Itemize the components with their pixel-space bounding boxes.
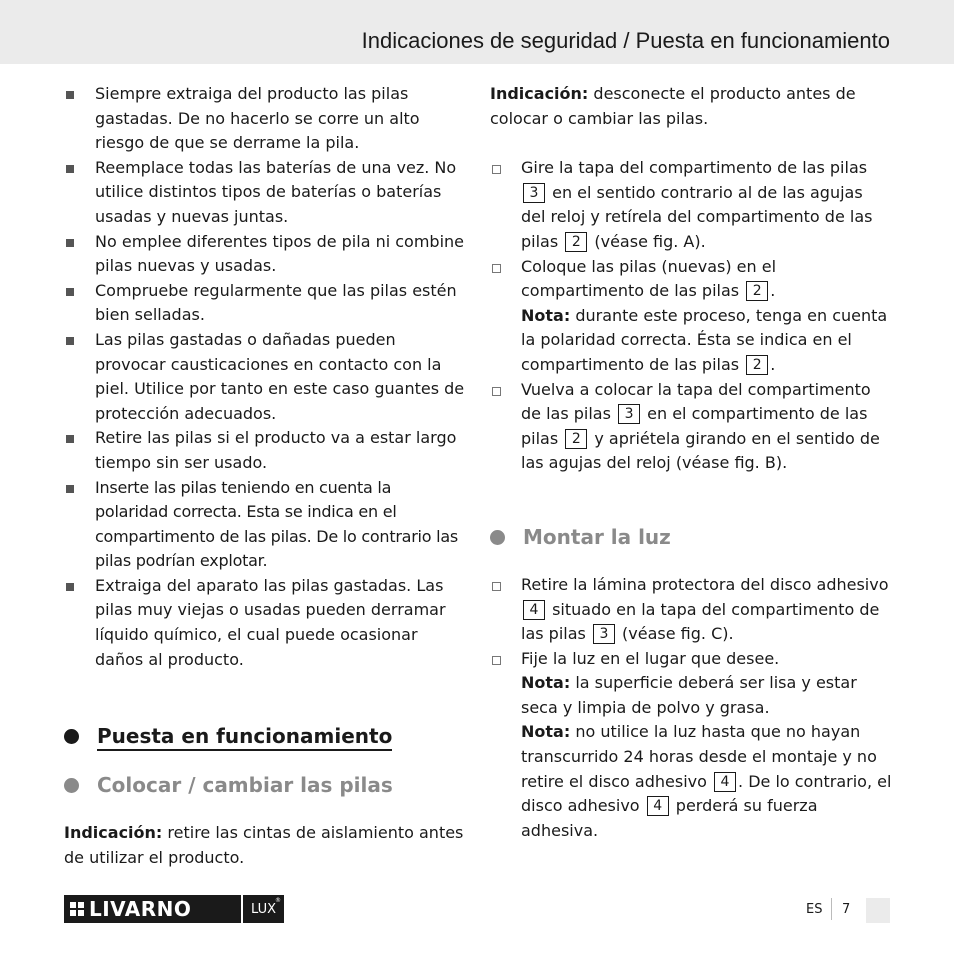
part-ref-badge: 3 [618, 404, 640, 424]
footer-divider [831, 898, 832, 920]
list-item: Las pilas gastadas o dañadas pueden provocar causticaciones en contacto con la piel. Utilice por tanto en este caso guantes de protección adecuados. [95, 329, 465, 423]
part-ref-badge: 4 [647, 796, 669, 816]
logo-wordmark: LIVARNO [64, 895, 241, 923]
heading-dot-icon [490, 530, 505, 545]
part-ref-badge: 2 [746, 281, 768, 301]
step-note: Nota: no utilice la luz hasta que no hayan transcurrido 24 horas desde el montaje y no retire el disco adhesivo 4 . De lo contrario, el disco adhesivo 4 perderá su fuerza adhesiva. [521, 722, 892, 840]
brand-logo [64, 895, 284, 923]
list-item: Extraiga del aparato las pilas gastadas. Las pilas muy viejas o usadas pueden derramar líquido químico, el cual puede ocasionar daños al producto. [95, 575, 446, 669]
page-tab-marker [866, 898, 890, 923]
step-item: Gire la tapa del compartimento de las pilas 3 en el sentido contrario al de las agujas del reloj y retírela del compartimento de las pilas 2 (véase fig. A). [521, 158, 873, 251]
list-item: Siempre extraiga del producto las pilas gastadas. De no hacerlo se corre un alto riesgo de que se derrame la pila. [95, 84, 420, 153]
subsection-heading: Montar la luz [490, 523, 892, 551]
page-header [0, 0, 954, 64]
part-ref-badge: 3 [523, 183, 545, 203]
step-item: Retire la lámina protectora del disco adhesivo 4 situado en la tapa del compartimento de las pilas 3 (véase fig. C). [521, 574, 889, 644]
part-ref-badge: 2 [565, 429, 587, 449]
subsection-heading: Colocar / cambiar las pilas [64, 771, 466, 799]
part-ref-badge: 4 [523, 600, 545, 620]
part-ref-badge: 4 [714, 772, 736, 792]
step-item: Coloque las pilas (nuevas) en el compartimento de las pilas 2 . Nota: durante este proceso, tenga en cuenta la polaridad correcta. Ésta se indica en el compartimento de las pilas 2 . [490, 255, 892, 378]
step-item: Vuelva a colocar la tapa del compartimento de las pilas 3 en el compartimento de las pilas 2 y apriétela girando en el sentido de las agujas del reloj (véase fig. B). [521, 379, 880, 473]
step-item: Fije la luz en el lugar que desee. Nota: la superficie deberá ser lisa y estar seca y limpia de polvo y grasa. Nota: no utilice la luz hasta que no hayan transcurrido 24 horas desde el montaje y no retire el disco adhesivo 4 . De lo contrario, el disco adhesivo 4 perderá su fuerza adhesiva. [490, 647, 892, 844]
part-ref-badge: 2 [746, 355, 768, 375]
part-ref-badge: 2 [565, 232, 587, 252]
list-item: Retire las pilas si el producto va a estar largo tiempo sin ser usado. [95, 428, 457, 472]
heading-dot-icon [64, 729, 79, 744]
logo-lux: LUX ® [243, 895, 284, 923]
left-column [64, 82, 466, 870]
language-code: ES [806, 902, 823, 917]
list-item: Reemplace todas las baterías de una vez. No utilice distintos tipos de baterías o baterías usadas y nuevas juntas. [95, 157, 457, 226]
section-heading: Puesta en funcionamiento [64, 722, 466, 750]
note-paragraph: Indicación: desconecte el producto antes de colocar o cambiar las pilas. [490, 84, 856, 128]
list-item: Compruebe regularmente que las pilas estén bien selladas. [95, 280, 457, 325]
step-note: Nota: durante este proceso, tenga en cuenta la polaridad correcta. Ésta se indica en el compartimento de las pilas 2 . [521, 305, 888, 374]
right-column [490, 82, 892, 843]
page-number: 7 [842, 902, 851, 917]
page-title: Indicaciones de seguridad / Puesta en funcionamiento [361, 28, 890, 53]
logo-squares-icon [70, 902, 84, 916]
step-note: Nota: la superficie deberá ser lisa y estar seca y limpia de polvo y grasa. [521, 673, 857, 717]
list-item: No emplee diferentes tipos de pila ni combine pilas nuevas y usadas. [95, 231, 465, 276]
part-ref-badge: 3 [593, 624, 615, 644]
note-paragraph: Indicación: retire las cintas de aislamiento antes de utilizar el producto. [64, 823, 464, 867]
list-item: Inserte las pilas teniendo en cuenta la polaridad correcta. Esta se indica en el compartimento de las pilas. De lo contrario las pilas podrían explotar. [95, 477, 458, 571]
heading-dot-icon [64, 778, 79, 793]
